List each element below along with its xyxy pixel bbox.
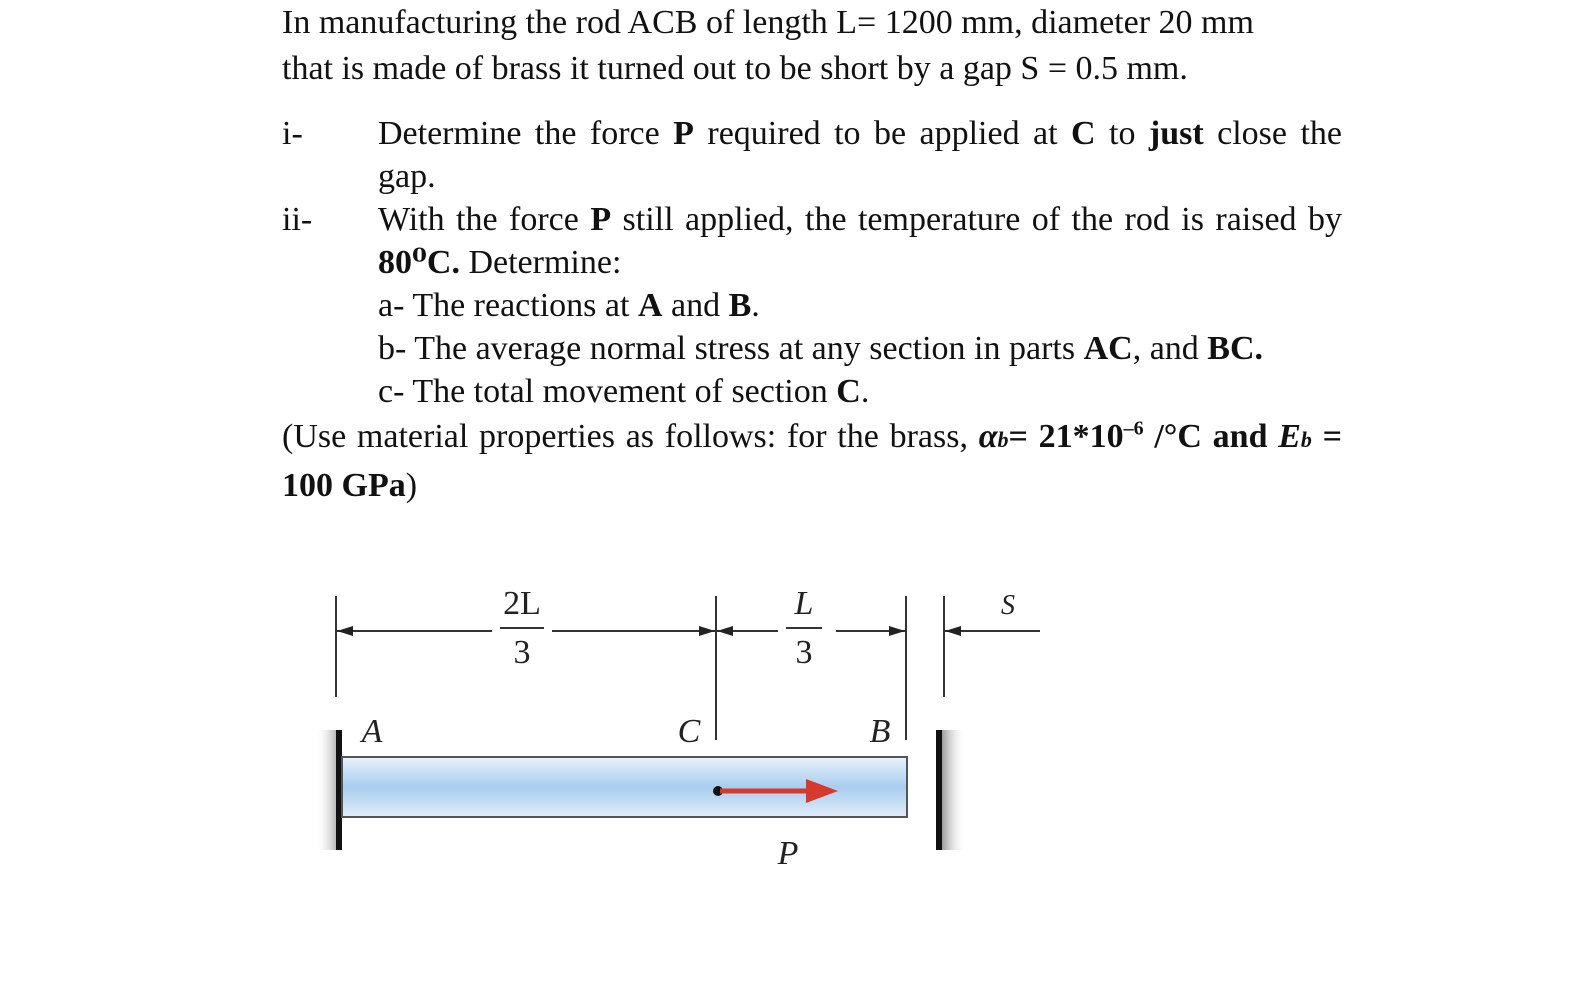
subquestion-b-label: b- bbox=[378, 330, 415, 367]
q1-force-p: P bbox=[673, 115, 694, 152]
dim-arrowhead-right bbox=[889, 626, 905, 636]
sa-text-1: The reactions at bbox=[412, 287, 638, 324]
q1-text-1: Determine the force bbox=[378, 115, 674, 152]
dim-ac-numerator: 2L bbox=[503, 585, 541, 622]
load-label: P bbox=[777, 835, 799, 872]
sc-text-1: The total movement of section bbox=[412, 373, 837, 410]
subquestion-a-label: a- bbox=[378, 287, 413, 324]
sa-text-2: and bbox=[662, 287, 729, 324]
alpha-value: = 21*10 bbox=[1008, 418, 1124, 455]
sb-ac: AC bbox=[1083, 330, 1133, 367]
right-wall bbox=[936, 730, 942, 850]
q2-force-p: P bbox=[590, 201, 612, 238]
sc-c: C bbox=[836, 373, 861, 410]
gap-arrowhead bbox=[945, 626, 961, 636]
q1-text-2: required to be applied at bbox=[693, 115, 1072, 152]
alpha-subscript: b bbox=[997, 427, 1009, 452]
sa-text-3: . bbox=[751, 287, 760, 324]
props-text-1: (Use material properties as follows: for the brass, bbox=[282, 418, 979, 455]
sb-text-1: The average normal stress at any section in parts bbox=[414, 330, 1084, 367]
alpha-symbol: α bbox=[978, 418, 998, 455]
modulus-value: = 100 GPa bbox=[282, 418, 1343, 504]
intro-line-1: In manufacturing the rod ACB of length L= 1200 mm, diameter 20 mm bbox=[282, 4, 1254, 41]
question-1-number: i- bbox=[282, 115, 303, 152]
dim-arrowhead-left bbox=[717, 626, 733, 636]
intro-line-2: that is made of brass it turned out to be short by a gap S = 0.5 mm. bbox=[282, 50, 1188, 87]
label-point-a: A bbox=[361, 713, 383, 750]
alpha-exponent: –6 bbox=[1123, 417, 1144, 440]
q2-text-1: With the force bbox=[378, 201, 591, 238]
dim-ac-denominator: 3 bbox=[513, 634, 531, 671]
q1-text-3: to bbox=[1095, 115, 1149, 152]
sa-b: B bbox=[728, 287, 752, 324]
dim-arrowhead-right bbox=[699, 626, 715, 636]
sb-bc: BC. bbox=[1207, 330, 1264, 367]
q1-text-4: close the gap. bbox=[378, 115, 1342, 195]
right-wall-hatch bbox=[942, 730, 966, 850]
alpha-unit: /°C and bbox=[1143, 418, 1268, 455]
label-point-b: B bbox=[869, 713, 891, 750]
dimension-gap bbox=[945, 590, 1040, 636]
label-point-c: C bbox=[677, 713, 701, 750]
sb-text-2: , and bbox=[1132, 330, 1208, 367]
subquestion-c-label: c- bbox=[378, 373, 413, 410]
dim-cb-numerator: L bbox=[794, 585, 814, 622]
q2-text-2: still applied, the temperature of the rod is raised by bbox=[611, 201, 1342, 238]
q1-point-c: C bbox=[1071, 115, 1096, 152]
dim-cb-denominator: 3 bbox=[795, 634, 813, 671]
gap-label: S bbox=[1001, 590, 1015, 621]
sc-text-2: . bbox=[860, 373, 870, 410]
question-2-number: ii- bbox=[282, 201, 313, 238]
sa-a: A bbox=[637, 287, 663, 324]
modulus-subscript: b bbox=[1300, 427, 1312, 452]
dimension-ac bbox=[337, 585, 715, 671]
props-text-2: ) bbox=[405, 467, 418, 504]
q2-temperature: 80⁰C. bbox=[378, 244, 460, 281]
dim-arrowhead-left bbox=[337, 626, 353, 636]
q1-just: just bbox=[1148, 115, 1204, 152]
dimension-cb bbox=[717, 585, 905, 671]
q2-text-3: Determine: bbox=[459, 244, 622, 281]
modulus-symbol: E bbox=[1278, 418, 1301, 455]
